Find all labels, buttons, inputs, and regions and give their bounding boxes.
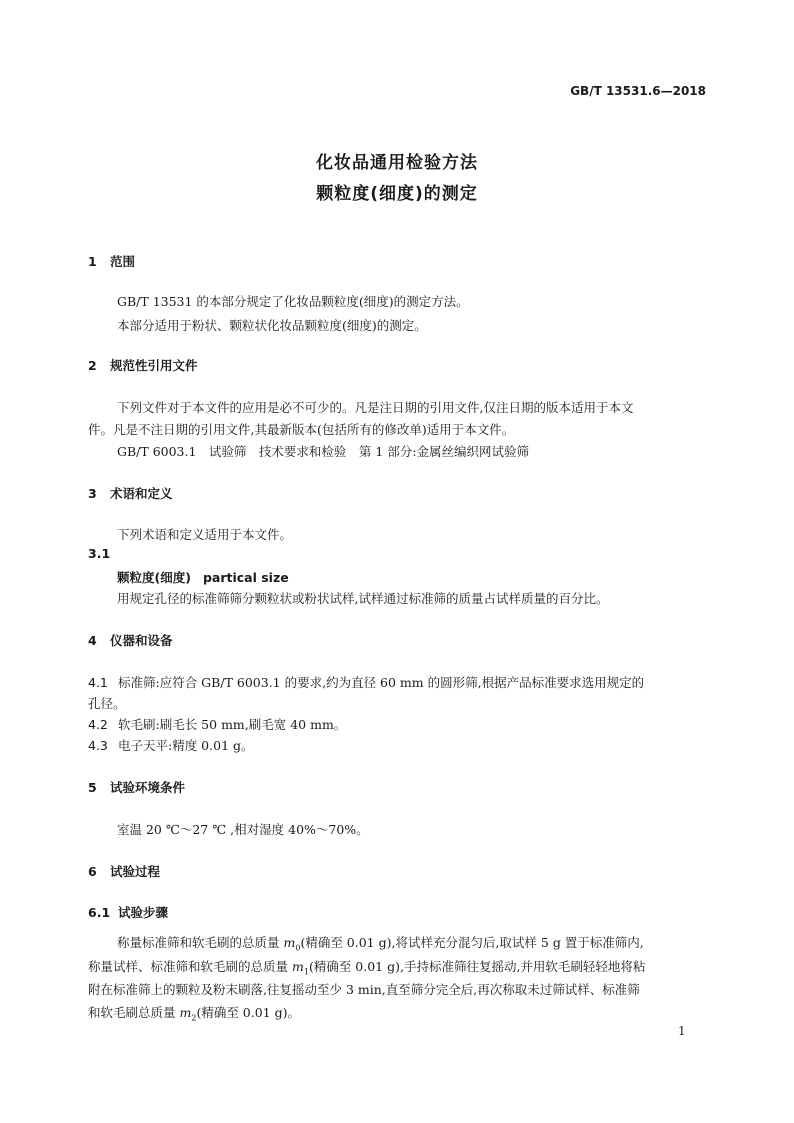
section-title: 规范性引用文件 [110, 358, 198, 373]
paragraph: 下列术语和定义适用于本文件。 [117, 527, 293, 542]
section-5-heading [88, 778, 185, 796]
document-title-line2: 颗粒度(细度)的测定 [316, 184, 478, 204]
term-definition: 用规定孔径的标准筛筛分颗粒状或粉状试样,试样通过标准筛的质量占试样质量的百分比。 [117, 591, 609, 606]
list-item [88, 736, 254, 754]
normative-reference: GB/T 6003.1 试验筛 技术要求和检验 第 1 部分:金属丝编织网试验筛 [117, 444, 530, 459]
section-3-heading [88, 484, 173, 502]
text-run: (精确至 0.01 g)。 [196, 1005, 300, 1020]
mass-symbol: m [179, 1005, 192, 1020]
list-item-continuation: 孔径。 [88, 696, 126, 711]
subsection-title: 试验步骤 [118, 905, 169, 920]
section-number: 6 [88, 864, 97, 879]
text-run: 称量试样、标准筛和软毛刷的总质量 [88, 959, 292, 974]
section-title: 术语和定义 [110, 486, 173, 501]
section-title: 仪器和设备 [110, 633, 173, 648]
section-number: 3 [88, 486, 97, 501]
text-run: (精确至 0.01 g),将试样充分混匀后,取试样 5 g 置于标准筛内, [300, 935, 644, 950]
paragraph-continuation: 件。凡是不注日期的引用文件,其最新版本(包括所有的修改单)适用于本文件。 [88, 422, 515, 437]
text-run: (精确至 0.01 g),手持标准筛往复摇动,并用软毛刷轻轻地将粘 [308, 959, 646, 974]
paragraph: 下列文件对于本文件的应用是必不可少的。凡是注日期的引用文件,仅注日期的版本适用于本文 [117, 400, 634, 415]
section-2-heading [88, 356, 198, 374]
item-number: 4.3 [88, 738, 108, 753]
procedure-line: 附在标准筛上的颗粒及粉末刷落,往复摇动至少 3 min,直至筛分完全后,再次称取未过筛试样、标准筛 [88, 982, 640, 997]
list-item [88, 715, 346, 733]
subsection-number: 6.1 [88, 905, 111, 920]
term-english: partical size [202, 570, 289, 585]
section-number: 1 [88, 254, 97, 269]
section-title: 试验环境条件 [110, 780, 186, 795]
item-text: 标准筛:应符合 GB/T 6003.1 的要求,约为直径 60 mm 的圆形筛,根据产品标准要求选用规定的 [118, 675, 645, 690]
section-4-heading [88, 631, 173, 649]
section-1-heading [88, 252, 135, 270]
mass-symbol: m [291, 959, 304, 974]
term-chinese: 颗粒度(细度) [117, 570, 191, 585]
mass-subscript: 0 [295, 943, 301, 953]
term-entry [117, 568, 289, 586]
section-title: 范围 [110, 254, 136, 269]
text-run: 和软毛刷总质量 [88, 1005, 180, 1020]
paragraph: 本部分适用于粉状、颗粒状化妆品颗粒度(细度)的测定。 [117, 318, 427, 333]
item-text: 电子天平:精度 0.01 g。 [118, 738, 254, 753]
section-6-heading [88, 862, 160, 880]
mass-symbol: m [283, 935, 296, 950]
section-number: 4 [88, 633, 97, 648]
mass-subscript: 2 [191, 1013, 197, 1023]
item-text: 软毛刷:刷毛长 50 mm,刷毛宽 40 mm。 [118, 717, 347, 732]
paragraph: 室温 20 ℃～27 ℃ ,相对湿度 40%～70%。 [117, 822, 369, 837]
subsection-6-1-heading [88, 903, 168, 921]
standard-number: GB/T 13531.6—2018 [570, 84, 706, 98]
term-number: 3.1 [88, 546, 111, 561]
procedure-line [88, 1003, 300, 1023]
list-item [88, 673, 644, 691]
procedure-line [88, 957, 645, 977]
text-run: 称量标准筛和软毛刷的总质量 [117, 935, 284, 950]
page-number: 1 [678, 1024, 686, 1038]
item-number: 4.1 [88, 675, 108, 690]
section-title: 试验过程 [110, 864, 161, 879]
paragraph: GB/T 13531 的本部分规定了化妆品颗粒度(细度)的测定方法。 [117, 294, 469, 309]
document-title-line1: 化妆品通用检验方法 [316, 153, 478, 173]
section-number: 2 [88, 358, 97, 373]
procedure-line [117, 933, 644, 953]
section-number: 5 [88, 780, 97, 795]
mass-subscript: 1 [303, 967, 309, 977]
item-number: 4.2 [88, 717, 108, 732]
